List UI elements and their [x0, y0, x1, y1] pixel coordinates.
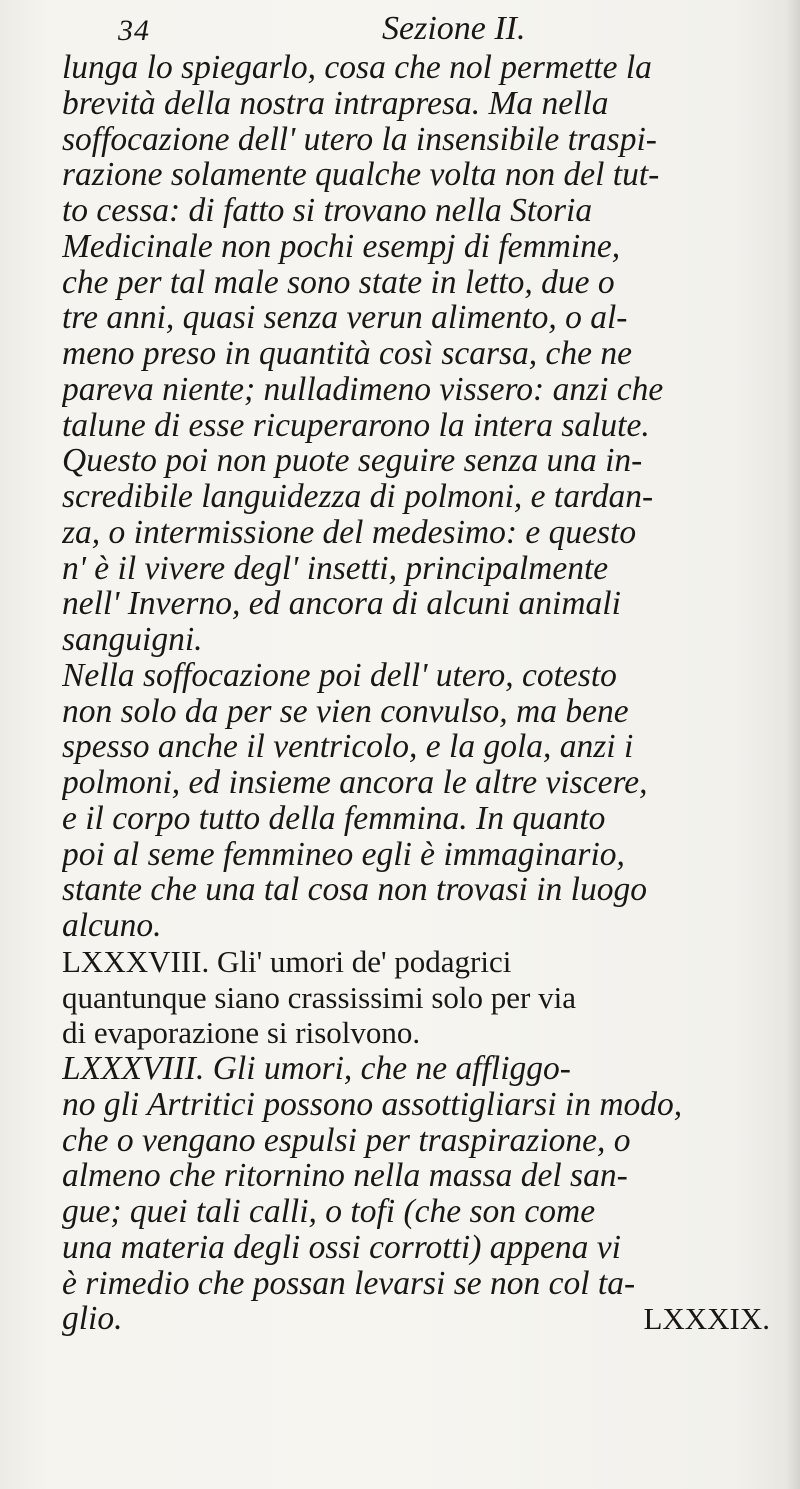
text-line: lunga lo spiegarlo, cosa che nol permette la	[62, 50, 652, 86]
text-line: meno preso in quantità così scarsa, che ne	[62, 336, 633, 372]
text-line: è rimedio che possan levarsi se non col ta-	[62, 1265, 636, 1302]
page-edge-shadow	[786, 0, 800, 1489]
text-line: alcuno.	[62, 908, 162, 944]
text-line: che per tal male sono state in letto, due o	[62, 264, 615, 301]
text-line: stante che una tal cosa non trovasi in luogo	[62, 872, 647, 908]
text-line: no gli Artritici possono assottigliarsi in modo,	[62, 1086, 683, 1123]
text-line: n' è il vivere degl' insetti, principalmente	[62, 550, 609, 587]
text-line: tre anni, quasi senza verun alimento, o al-	[62, 300, 628, 336]
catchword: LXXXIX.	[643, 1301, 770, 1337]
text-line: polmoni, ed insieme ancora le altre viscere,	[62, 765, 648, 801]
last-word: glio.	[62, 1301, 123, 1337]
text-line: pareva niente; nulladimeno vissero: anzi che	[62, 371, 664, 408]
aphorism-heading: quantunque siano crassissimi solo per via	[62, 979, 576, 1015]
text-line: spesso anche il ventricolo, e la gola, anzi i	[62, 729, 634, 765]
text-line: talune di esse ricuperarono la intera salute.	[62, 407, 650, 444]
text-line: una materia degli ossi corrotti) appena vi	[62, 1229, 621, 1266]
text-line: Questo poi non puote seguire senza una in-	[62, 443, 643, 479]
text-line: che o vengano espulsi per traspirazione, o	[62, 1122, 631, 1159]
text-line: sanguigni.	[62, 622, 203, 658]
text-line: e il corpo tutto della femmina. In quanto	[62, 800, 606, 837]
text-line: razione solamente qualche volta non del tut-	[62, 157, 660, 193]
aphorism-heading: LXXXVIII. Gli' umori de' podagrici	[62, 943, 512, 979]
text-line: brevità della nostra intrapresa. Ma nella	[62, 85, 609, 122]
text-line: to cessa: di fatto si trovano nella Storia	[62, 193, 593, 229]
page-number: 34	[118, 14, 150, 47]
aphorism-heading: di evaporazione si risolvono.	[62, 1015, 421, 1051]
text-line: gue; quei tali calli, o tofi (che son come	[62, 1194, 596, 1230]
running-head	[0, 4, 800, 54]
text-line-last	[62, 1301, 798, 1337]
text-line: almeno che ritornino nella massa del san-	[62, 1158, 628, 1194]
text-block	[62, 50, 798, 1337]
text-line: nell' Inverno, ed ancora di alcuni animali	[62, 586, 621, 622]
text-line: soffocazione dell' utero la insensibile traspi-	[62, 121, 657, 158]
text-line: za, o intermissione del medesimo: e questo	[62, 514, 637, 551]
section-title: Sezione II.	[382, 10, 526, 47]
text-line: Medicinale non pochi esempj di femmine,	[62, 228, 621, 265]
text-line: LXXXVIII. Gli umori, che ne affliggo-	[62, 1051, 571, 1087]
text-line: scredibile languidezza di polmoni, e tardan-	[62, 479, 654, 515]
text-line: poi al seme femmineo egli è immaginario,	[62, 836, 625, 873]
text-line: Nella soffocazione poi dell' utero, cotesto	[62, 657, 617, 694]
text-line: non solo da per se vien convulso, ma bene	[62, 693, 629, 730]
